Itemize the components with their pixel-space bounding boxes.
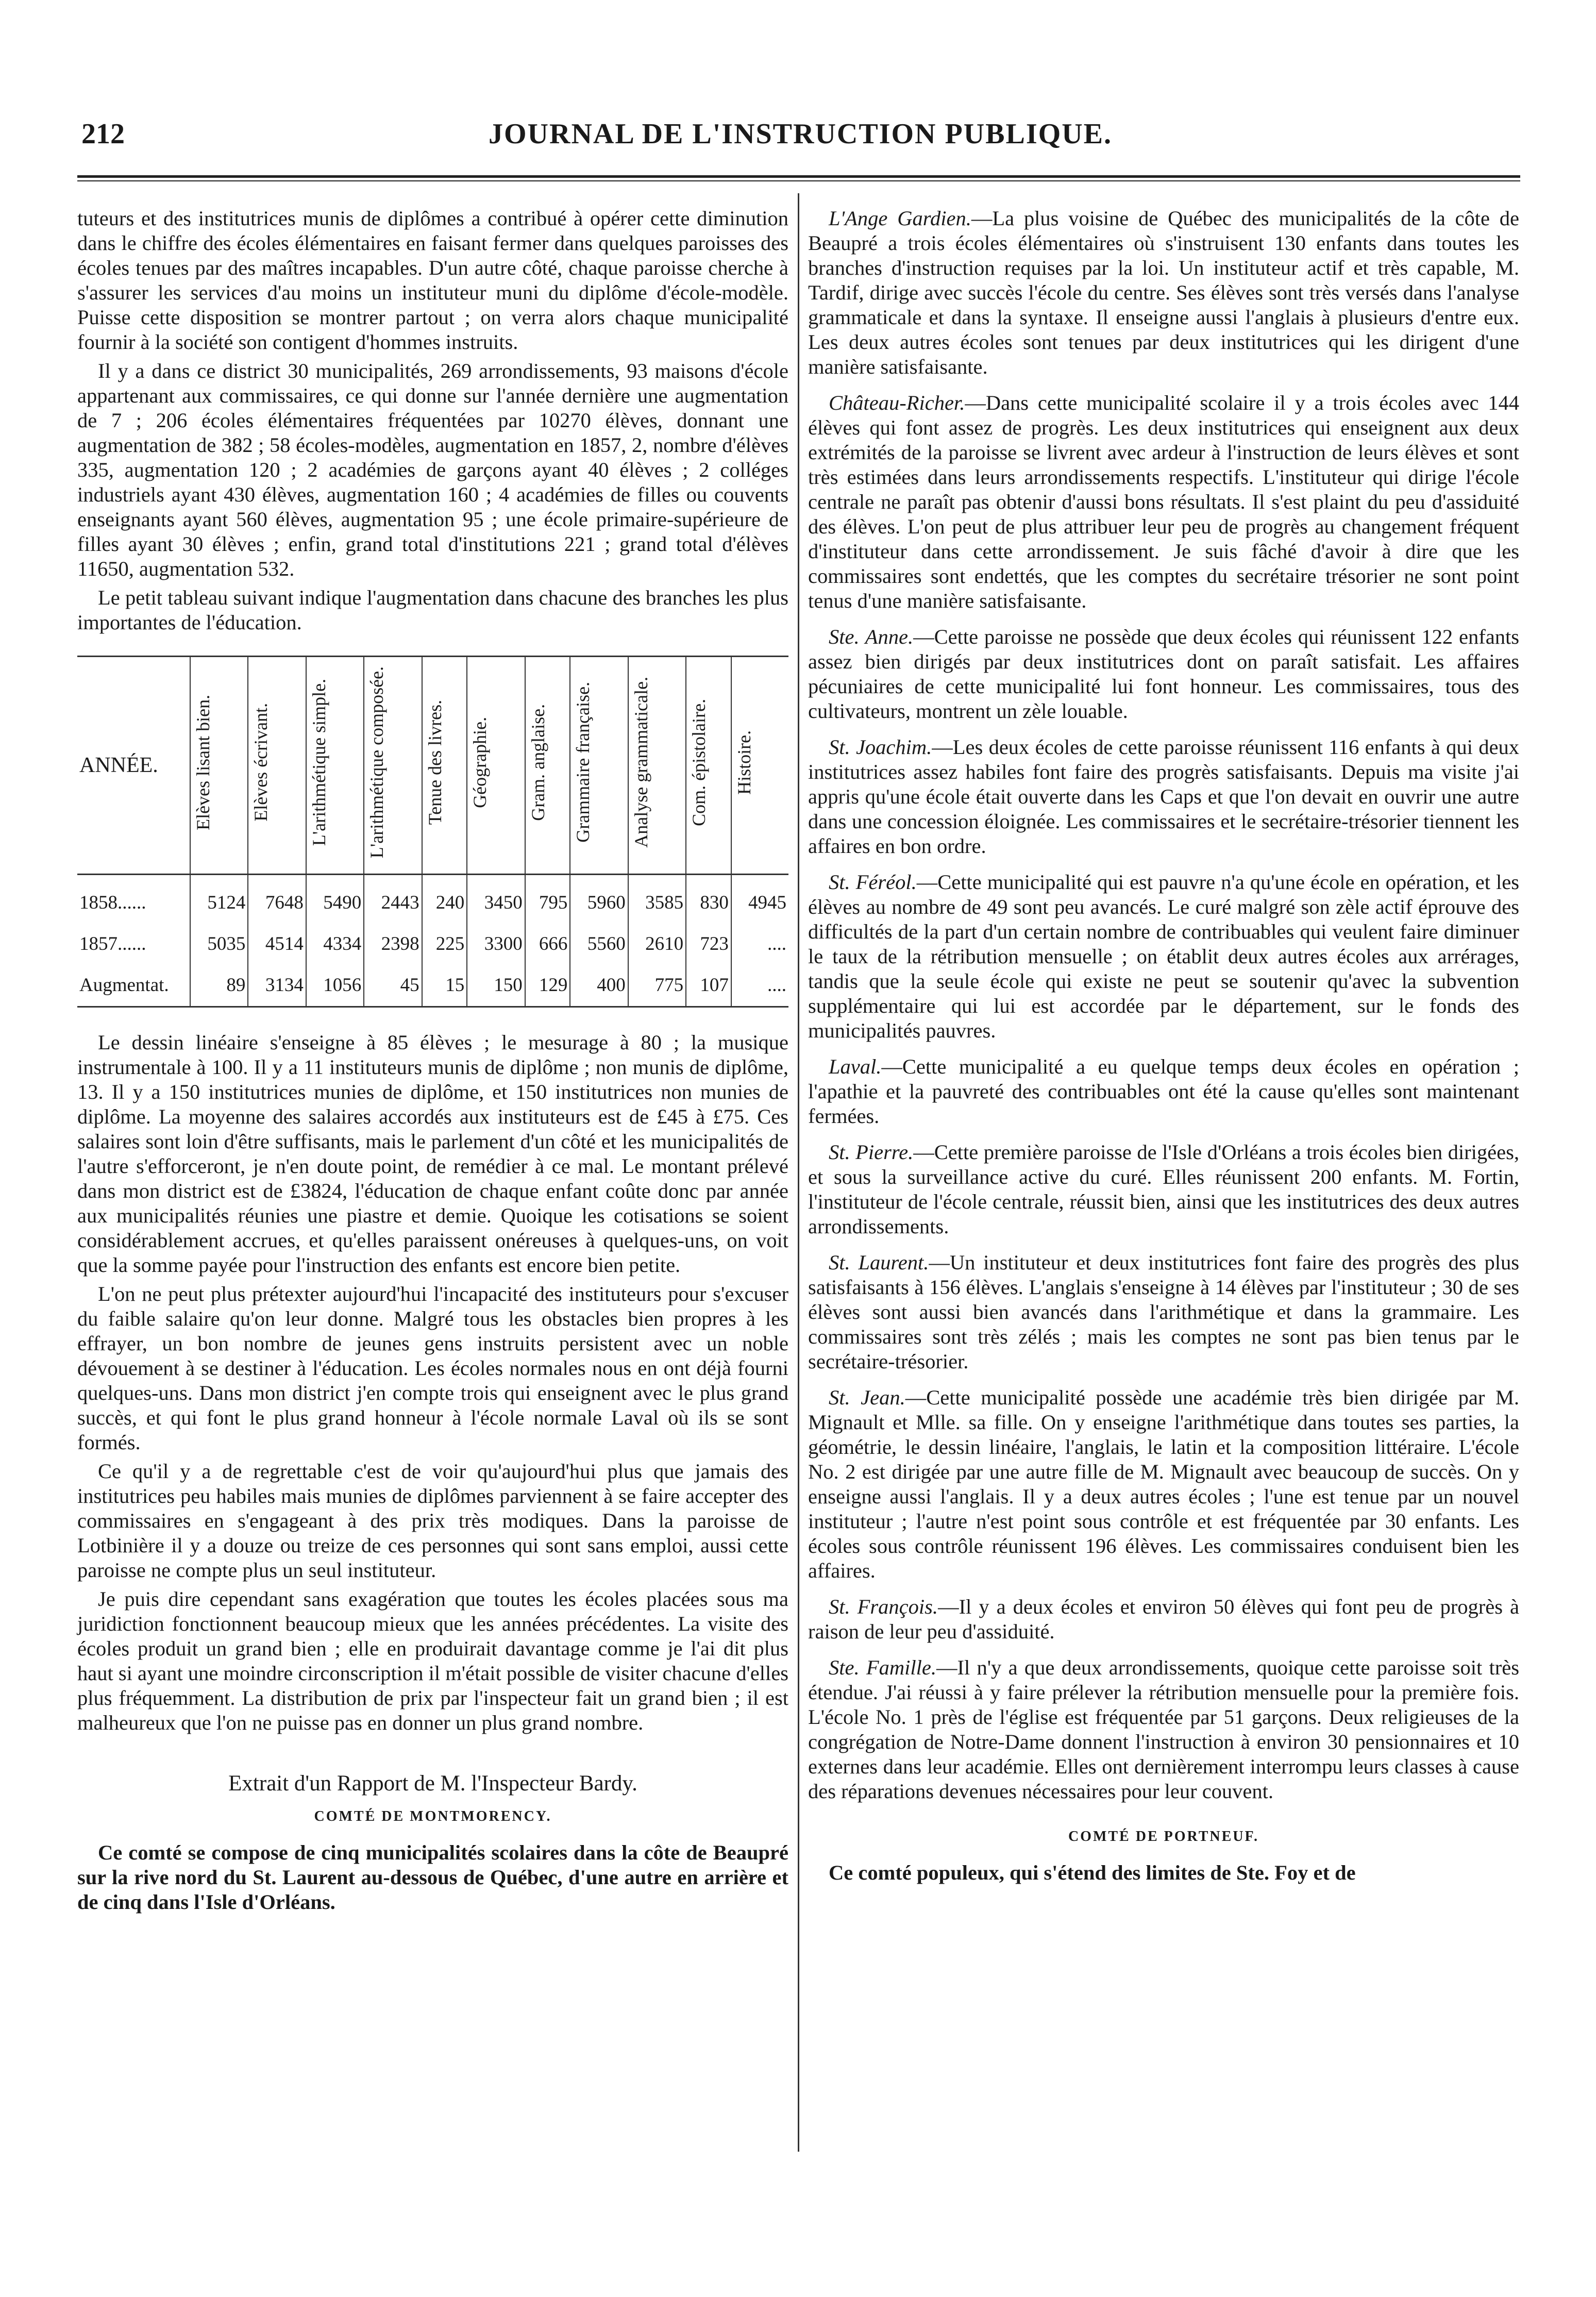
- table-cell: 7648: [248, 875, 306, 924]
- table-cell: 4334: [306, 924, 364, 965]
- section-paragraph: [808, 735, 1519, 859]
- table-cell: 5960: [570, 875, 628, 924]
- section-paragraph: [808, 1385, 1519, 1583]
- table-cell: 3450: [467, 875, 525, 924]
- table-cell: 3134: [248, 965, 306, 1007]
- place-name: St. Féréol.: [829, 870, 917, 894]
- table-cell: ....: [731, 924, 788, 965]
- column-header: Elèves écrivant.: [248, 657, 306, 875]
- paragraph: L'on ne peut plus prétexter aujourd'hui l'incapacité des instituteurs pour s'excuser du faible salaire qu'on leur donne. Malgré tous les obstacles bien propres à les effrayer, un bon nombre de jeunes gens instruits persistent avec un noble dévouement à se destiner à l'éducation. Les écoles normales nous en ont déjà fourni quelques-uns. Dans mon district j'en compte trois qui enseignent avec le plus grand succès, et qui font le plus grand honneur à l'école normale Laval où ils se sont formés.: [77, 1282, 788, 1454]
- left-column: [77, 206, 788, 1919]
- place-name: Ste. Famille.: [829, 1656, 936, 1679]
- section-paragraph: [808, 206, 1519, 379]
- section-paragraph: [808, 1140, 1519, 1239]
- row-label: 1857......: [79, 933, 146, 954]
- header-rule: [77, 175, 1520, 178]
- table-cell: 129: [525, 965, 570, 1007]
- section-paragraph: [808, 625, 1519, 724]
- table-cell: 3300: [467, 924, 525, 965]
- table-cell: 666: [525, 924, 570, 965]
- place-name: L'Ange Gardien.: [829, 207, 971, 230]
- county-heading: COMTÉ DE PORTNEUF.: [1068, 1829, 1259, 1845]
- section-text: —Les deux écoles de cette paroisse réunissent 116 enfants à qui deux institutrices assez habiles font faire des progrès satisfaisants. Depuis ma visite j'ai appris qu'une école était ouverte dans les Caps et que l'on devait en ouvrir une autre dans une concession éloignée. Les commissaires et le secrétaire-trésorier tiennent les affaires en bon ordre.: [808, 735, 1519, 858]
- table-cell: 795: [525, 875, 570, 924]
- section-paragraph: [808, 1054, 1519, 1129]
- table-cell: 400: [570, 965, 628, 1007]
- section-text: —Dans cette municipalité scolaire il y a trois écoles avec 144 élèves qui font assez de progrès. Les deux institutrices qui enseignent aux deux extrémités de la paroisse se livrent avec ardeur à l'instruction de leurs élèves et sont très estimées dans leurs arrondissements respectifs. L'instituteur qui dirige l'école centrale ne paraît pas obtenir d'aussi bons résultats. Il s'est plaint du peu d'assiduité des élèves. L'on peut de plus attribuer leur peu de progrès au changement fréquent d'instituteur dans cette arrondissement. Je suis fâché d'avoir à dire que les commissaires sont endettés, que les comptes du secrétaire trésorier ne sont point tenus d'une manière satisfaisante.: [808, 391, 1519, 612]
- table-cell: 1056: [306, 965, 364, 1007]
- section-paragraph: [808, 1250, 1519, 1374]
- table-cell: 225: [422, 924, 467, 965]
- table-cell: 2398: [364, 924, 422, 965]
- column-header: Tenue des livres.: [422, 657, 467, 875]
- table-cell: ....: [731, 965, 788, 1007]
- row-label: Augmentat.: [79, 975, 169, 996]
- column-header: L'arithmétique simple.: [306, 657, 364, 875]
- column-header: Com. épistolaire.: [686, 657, 731, 875]
- row-label: 1858......: [79, 892, 146, 913]
- paragraph: Il y a dans ce district 30 municipalités, 269 arrondissements, 93 maisons d'école appartenant aux commissaires, ce qui donne sur l'année dernière une augmentation de 7 ; 206 écoles élémentaires fréquentées par 10270 élèves, donnant une augmentation de 382 ; 58 écoles-modèles, augmentation en 1857, 2, nombre d'élèves 335, augmentation 120 ; 2 académies de garçons ayant 40 élèves ; 2 colléges industriels ayant 430 élèves, augmentation 160 ; 4 académies de filles ou couvents enseignants ayant 560 élèves, augmentation 95 ; une école primaire-supérieure de filles ayant 30 élèves ; enfin, grand total d'institutions 221 ; grand total d'élèves 11650, augmentation 532.: [77, 359, 788, 580]
- table-cell: 107: [686, 965, 731, 1007]
- year-column-header: ANNÉE.: [79, 753, 158, 777]
- statistics-table: [77, 656, 788, 1008]
- county-heading: COMTÉ DE MONTMORENCY.: [314, 1808, 552, 1824]
- paragraph: tuteurs et des institutrices munis de diplômes a contribué à opérer cette diminution dans le chiffre des écoles élémentaires en faisant fermer dans quelques paroisses des écoles tenues par des maîtres incapables. D'un autre côté, chaque paroisse cherche à s'assurer les services d'au moins un instituteur muni du diplôme d'école-modèle. Puisse cette disposition se montrer partout ; on verra alors chaque municipalité fournir à la société son contigent d'hommes instruits.: [77, 207, 788, 354]
- journal-title: JOURNAL DE L'INSTRUCTION PUBLIQUE.: [489, 118, 1112, 150]
- page-number: 212: [81, 118, 125, 150]
- table-row: [77, 965, 788, 1007]
- table-cell: 775: [628, 965, 686, 1007]
- table-cell: 4514: [248, 924, 306, 965]
- place-name: Château-Richer.: [829, 391, 965, 414]
- table-cell: 3585: [628, 875, 686, 924]
- table-cell: 89: [190, 965, 248, 1007]
- table-cell: 830: [686, 875, 731, 924]
- section-text: —Il n'y a que deux arrondissements, quoique cette paroisse soit très étendue. J'ai réussi à y faire prélever la rétribution mensuelle pour la première fois. L'école No. 1 près de l'église est fréquentée par 51 garçons. Deux religieuses de la congrégation de Notre-Dame donnent l'instruction à environ 30 pensionnaires et 10 externes dans leur académie. Elles ont dernièrement interrompu leurs classes à cause des réparations devenues nécessaires pour leur couvent.: [808, 1656, 1519, 1803]
- table-cell: 2610: [628, 924, 686, 965]
- column-header: Histoire.: [731, 657, 788, 875]
- paragraph: Le dessin linéaire s'enseigne à 85 élèves ; le mesurage à 80 ; la musique instrumentale à 100. Il y a 11 instituteurs munis de diplôme ; non munis de diplôme, 13. Il y a 150 institutrices munies de diplôme, et 150 institutrices non munies de diplôme. La moyenne des salaires accordés aux instituteurs est de £45 à £75. Ces salaires sont loin d'être suffisants, mais le parlement d'un côté et les municipalités de l'autre s'efforceront, je n'en doute point, de remédier à ce mal. Le montant prélevé dans mon district est de £3824, l'éducation de chaque enfant coûte donc par année aux municipalités réunies une piastre et demie. Quoique les cotisations se soient considérablement accrues, et qu'elles paraissent onéreuses à quelques-uns, on voit que la somme payée pour l'instruction des enfants est encore bien petite.: [77, 1031, 788, 1277]
- column-divider: [798, 193, 799, 2152]
- paragraph: Ce comté populeux, qui s'étend des limites de Ste. Foy et de: [829, 1861, 1356, 1884]
- table-row: [77, 924, 788, 965]
- column-header: Grammaire française.: [570, 657, 628, 875]
- table-cell: 5490: [306, 875, 364, 924]
- paragraph: Le petit tableau suivant indique l'augmentation dans chacune des branches les plus importantes de l'éducation.: [77, 586, 788, 634]
- table-cell: 45: [364, 965, 422, 1007]
- table-cell: 5124: [190, 875, 248, 924]
- page-header: [81, 112, 1519, 154]
- place-name: St. Pierre.: [829, 1141, 914, 1164]
- paragraph: Ce comté se compose de cinq municipalités scolaires dans la côte de Beaupré sur la rive nord du St. Laurent au-dessous de Québec, d'une autre en arrière et de cinq dans l'Isle d'Orléans.: [77, 1841, 788, 1914]
- section-text: —Cette municipalité qui est pauvre n'a qu'une école en opération, et les élèves au nombre de 49 sont peu avancés. Le curé malgré son zèle actif éprouve des difficultés de la part d'un certain nombre de contribuables qui veulent faire diminuer le taux de la rétribution mensuelle ; on établit deux autres écoles aux arrérages, tandis que la seule école qui existe ne peut se soutenir qu'avec la subvention supplémentaire qui lui est accordée par le département, sur le fonds des municipalités pauvres.: [808, 870, 1519, 1042]
- section-text: —Cette municipalité possède une académie très bien dirigée par M. Mignault et Mlle. sa fille. On y enseigne l'arithmétique dans toutes ses parties, la géométrie, le dessin linéaire, l'anglais, le latin et la composition littéraire. L'école No. 2 est dirigée par une autre fille de M. Mignault avec beaucoup de succès. On y enseigne aussi l'anglais. Il y a deux autres écoles ; l'une est tenue par un nouvel instituteur ; l'autre n'est point sous contrôle et est fréquentée par 30 enfants. Les écoles sous contrôle réunissent 196 élèves. Les commissaires conduisent bien les affaires.: [808, 1386, 1519, 1582]
- header-rule-thin: [77, 180, 1520, 181]
- report-heading: Extrait d'un Rapport de M. l'Inspecteur Bardy.: [228, 1771, 637, 1796]
- table-cell: 5560: [570, 924, 628, 965]
- table-cell: 2443: [364, 875, 422, 924]
- table-cell: 150: [467, 965, 525, 1007]
- column-header: L'arithmétique composée.: [364, 657, 422, 875]
- section-paragraph: [808, 1595, 1519, 1644]
- place-name: Laval.: [829, 1055, 882, 1078]
- place-name: St. Jean.: [829, 1386, 905, 1409]
- table-cell: 15: [422, 965, 467, 1007]
- section-text: —Un instituteur et deux institutrices font faire des progrès des plus satisfaisants à 156 élèves. L'anglais s'enseigne à 14 élèves par l'instituteur ; 30 de ses élèves sont aussi bien avancés dans l'arithmétique et dans la grammaire. Les commissaires sont très zélés ; mais les comptes ne sont pas bien tenus par le secrétaire-trésorier.: [808, 1251, 1519, 1373]
- column-header: Géographie.: [467, 657, 525, 875]
- column-header: Elèves lisant bien.: [190, 657, 248, 875]
- column-header: Gram. anglaise.: [525, 657, 570, 875]
- table-cell: 240: [422, 875, 467, 924]
- column-header: Analyse grammaticale.: [628, 657, 686, 875]
- section-text: —Il y a deux écoles et environ 50 élèves qui font peu de progrès à raison de leur peu d'assiduité.: [808, 1595, 1519, 1643]
- paragraph: Ce qu'il y a de regrettable c'est de voir qu'aujourd'hui plus que jamais des institutrices peu habiles mais munies de diplômes parviennent à se faire accepter des commissaires en s'engageant à des prix très modiques. Dans la paroisse de Lotbinière il y a douze ou treize de ces personnes qui sont sans emploi, aussi cette paroisse ne compte plus un seul instituteur.: [77, 1460, 788, 1582]
- section-text: —Cette paroisse ne possède que deux écoles qui réunissent 122 enfants assez bien dirigés par deux institutrices dont on paraît satisfait. Les affaires pécuniaires de cette municipalité lui font honneur. Les commissaires, tous des cultivateurs, montrent un zèle louable.: [808, 625, 1519, 723]
- table-row: [77, 875, 788, 924]
- section-text: —Cette première paroisse de l'Isle d'Orléans a trois écoles bien dirigées, et sous la surveillance active du curé. Elles réunissent 200 enfants. M. Fortin, l'instituteur de l'école centrale, réussit bien, ainsi que les institutrices des deux autres arrondissements.: [808, 1141, 1519, 1238]
- section-paragraph: [808, 870, 1519, 1043]
- right-column: [808, 206, 1519, 1889]
- section-paragraph: [808, 1655, 1519, 1804]
- place-name: St. François.: [829, 1595, 938, 1618]
- section-text: —Cette municipalité a eu quelque temps deux écoles en opération ; l'apathie et la pauvreté des contribuables ont été la cause qu'elles sont maintenant fermées.: [808, 1055, 1519, 1128]
- place-name: Ste. Anne.: [829, 625, 914, 648]
- place-name: St. Joachim.: [829, 735, 932, 759]
- paragraph: Je puis dire cependant sans exagération que toutes les écoles placées sous ma juridiction fonctionnent beaucoup mieux que les années précédentes. La visite des écoles produit un grand bien ; elle en produirait davantage comme je l'ai dit plus haut si ayant une moindre circonscription il m'était possible de visiter chacune d'elles plus fréquemment. La distribution de prix par l'inspecteur fait un grand bien ; il est malheureux que l'on ne puisse pas en donner un plus grand nombre.: [77, 1587, 788, 1734]
- section-paragraph: [808, 391, 1519, 613]
- table-cell: 4945: [731, 875, 788, 924]
- place-name: St. Laurent.: [829, 1251, 929, 1274]
- section-text: —La plus voisine de Québec des municipalités de la côte de Beaupré a trois écoles élémentaires où s'instruisent 130 enfants dans toutes les branches d'instruction requises par la loi. Un instituteur actif et très capable, M. Tardif, dirige avec succès l'école du centre. Ses élèves sont très versés dans l'analyse grammaticale et dans la syntaxe. Il enseigne aussi l'anglais à plusieurs d'entre eux. Les deux autres écoles sont tenues par deux institutrices qui les dirigent d'une manière satisfaisante.: [808, 207, 1519, 378]
- table-cell: 5035: [190, 924, 248, 965]
- table-cell: 723: [686, 924, 731, 965]
- table-header-row: [77, 657, 788, 875]
